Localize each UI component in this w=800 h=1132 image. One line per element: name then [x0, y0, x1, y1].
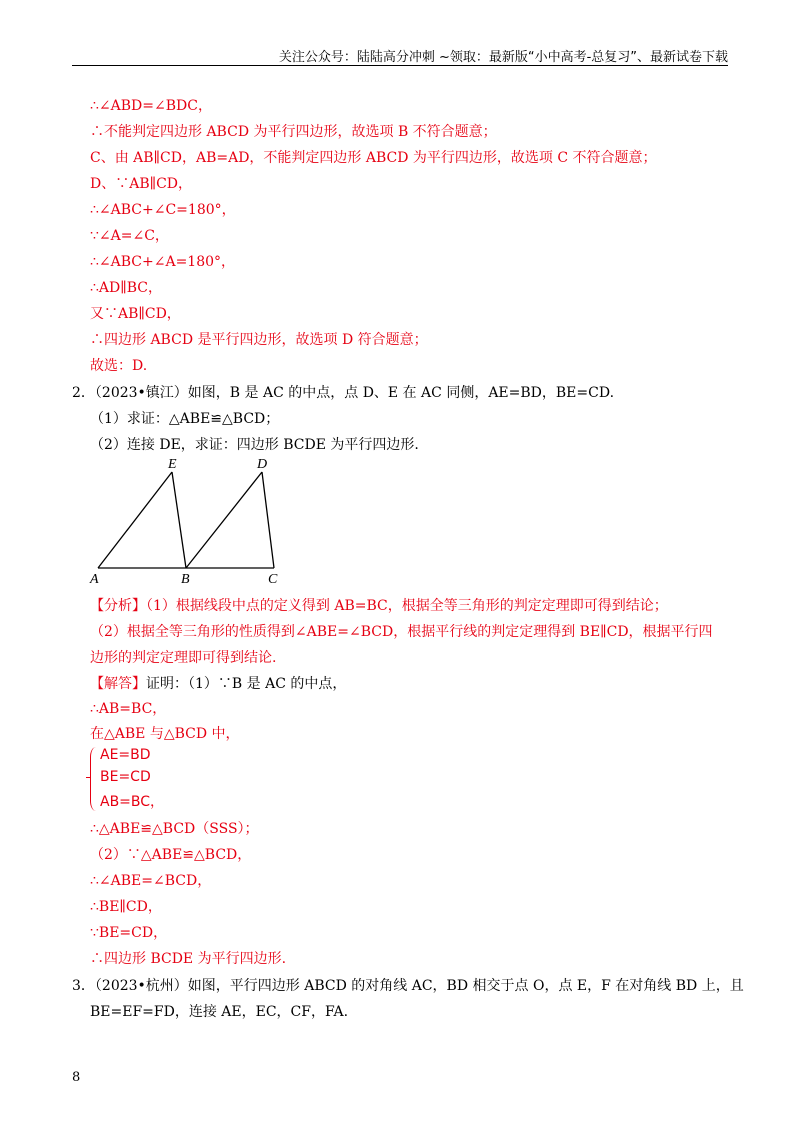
solution-step-7: ∵BE=CD， [90, 925, 168, 941]
analysis-line-2: （2）根据全等三角形的性质得到∠ABE=∠BCD，根据平行线的判定定理得到 BE∥CD，根据平行四 [90, 624, 713, 640]
page-number: 8 [72, 1070, 81, 1085]
prev-solution-line-2: ∴不能判定四边形 ABCD 为平行四边形，故选项 B 不符合题意； [90, 124, 497, 140]
prev-solution-line-9: 又∵AB∥CD， [90, 306, 181, 322]
solution-intro-text: 证明：（1）∵B 是 AC 的中点， [146, 676, 347, 692]
left-brace-tip [86, 777, 91, 778]
solution-intro [90, 675, 346, 693]
equation-row-2: BE=CD [100, 769, 151, 785]
prev-solution-line-8: ∴AD∥BC， [90, 280, 162, 296]
geometry-figure-svg [88, 456, 288, 588]
prev-solution-line-6: ∵∠A=∠C， [90, 228, 169, 244]
problem-2-part-1: （1）求证：△ABE≌△BCD； [90, 411, 280, 427]
solution-step-3: ∴△ABE≌△BCD（SSS）； [90, 821, 259, 837]
problem-3-line-1: 3．（2023•杭州）如图，平行四边形 ABCD 的对角线 AC，BD 相交于点 O，点 E，F 在对角线 BD 上，且 [72, 978, 744, 994]
solution-step-4: （2）∵△ABE≌△BCD， [90, 847, 252, 863]
geometry-figure [88, 456, 288, 588]
solution-tag: 【解答】 [90, 676, 146, 692]
prev-solution-line-10: ∴四边形 ABCD 是平行四边形，故选项 D 符合题意； [90, 332, 428, 348]
point-label-B: B [181, 572, 190, 587]
problem-3-line-2: BE=EF=FD，连接 AE，EC，CF，FA. [90, 1004, 349, 1020]
point-label-E: E [168, 457, 177, 472]
solution-step-6: ∴BE∥CD， [90, 899, 162, 915]
equation-system [90, 747, 170, 813]
problem-2-statement: 2．（2023•镇江）如图，B 是 AC 的中点，点 D、E 在 AC 同侧，AE=BD，BE=CD. [72, 385, 615, 401]
analysis-line-3: 边形的判定定理即可得到结论. [90, 650, 277, 666]
equation-row-3: AB=BC， [100, 794, 165, 810]
point-label-C: C [268, 572, 278, 587]
prev-solution-line-4: D、∵AB∥CD， [90, 176, 193, 192]
problem-2-part-2: （2）连接 DE，求证：四边形 BCDE 为平行四边形. [90, 437, 419, 453]
header-rule [72, 65, 728, 66]
solution-step-1: ∴AB=BC， [90, 701, 167, 717]
prev-solution-line-1: ∴∠ABD=∠BDC， [90, 98, 212, 114]
segment-EB [172, 472, 186, 568]
prev-solution-line-11: 故选：D. [90, 358, 148, 374]
solution-step-8: ∴四边形 BCDE 为平行四边形. [90, 951, 287, 967]
prev-solution-line-5: ∴∠ABC+∠C=180°， [90, 202, 236, 218]
segment-DC [262, 472, 274, 568]
segment-BD [186, 472, 262, 568]
solution-step-5: ∴∠ABE=∠BCD， [90, 873, 212, 889]
prev-solution-line-3: C、由 AB∥CD，AB=AD，不能判定四边形 ABCD 为平行四边形，故选项 C 不符合题意； [90, 150, 657, 166]
equation-row-1: AE=BD [100, 747, 151, 763]
segment-AE [98, 472, 172, 568]
point-label-D: D [257, 457, 268, 472]
page-header: 关注公众号：陆陆高分冲刺 ~领取：最新版“小中高考-总复习”、最新试卷下载 [278, 50, 728, 65]
solution-step-2: 在△ABE 与△BCD 中， [90, 726, 240, 742]
left-brace [90, 747, 97, 811]
prev-solution-line-7: ∴∠ABC+∠A=180°， [90, 254, 236, 270]
point-label-A: A [90, 572, 99, 587]
analysis-line-1: 【分析】（1）根据线段中点的定义得到 AB=BC，根据全等三角形的判定定理即可得到结论； [90, 598, 668, 614]
